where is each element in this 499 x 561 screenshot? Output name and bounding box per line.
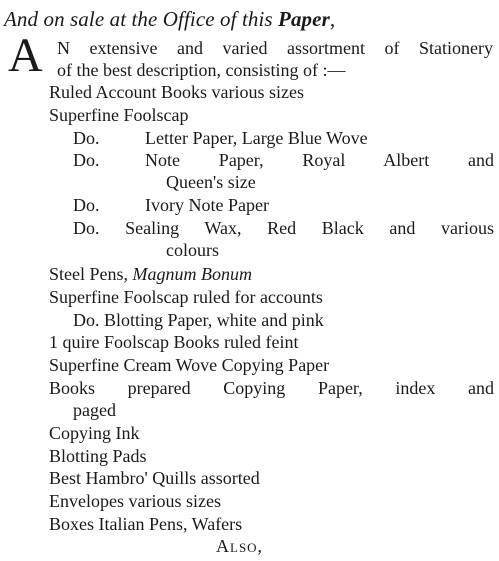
item-note-paper — [73, 149, 494, 171]
heading-paper-word: Paper — [278, 7, 330, 31]
item-envelopes: Envelopes various sizes — [49, 491, 221, 511]
item-queens-size: Queen's size — [166, 172, 256, 192]
item-foolscap-ruled: Superfine Foolscap ruled for accounts — [49, 287, 323, 307]
item-ivory — [73, 194, 269, 216]
intro-line-2: of the best description, consisting of :— — [57, 60, 346, 80]
ditto-mark: Do. — [73, 128, 100, 148]
item-foolscap: Superfine Foolscap — [49, 105, 189, 125]
item-cream-wove: Superfine Cream Wove Copying Paper — [49, 355, 330, 375]
footer-also: Also, — [216, 536, 264, 556]
item-books-prepared-text: Books prepared Copying Paper, index and — [49, 378, 494, 398]
item-steel-pens — [49, 263, 252, 285]
ditto-mark: Do. — [73, 150, 100, 170]
item-boxes: Boxes Italian Pens, Wafers — [49, 514, 243, 534]
item-magnum-bonum: Magnum Bonum — [132, 264, 252, 284]
advert-heading — [4, 7, 335, 32]
item-sealing-wax — [73, 217, 494, 239]
item-sealing-wax-text: Do. Sealing Wax, Red Black and various — [73, 218, 494, 238]
item-blotting-pads: Blotting Pads — [49, 446, 147, 466]
intro-line-1 — [57, 37, 493, 59]
item-quire: 1 quire Foolscap Books ruled feint — [49, 332, 299, 352]
item-copying-ink: Copying Ink — [49, 423, 140, 443]
drop-cap: A — [8, 29, 43, 82]
heading-text: And on sale at the Office of this — [4, 7, 279, 31]
item-ivory-text: Ivory Note Paper — [145, 195, 269, 215]
item-steel-pens-text: Steel Pens, — [49, 264, 133, 284]
item-note-paper-text: Note Paper, Royal Albert and — [145, 150, 494, 170]
heading-comma: , — [329, 7, 336, 31]
item-paged: paged — [73, 400, 116, 420]
intro-line-1-text: N extensive and varied assortment of Stationery — [57, 38, 493, 58]
item-letter-paper-text: Letter Paper, Large Blue Wove — [145, 128, 368, 148]
item-books-prepared — [49, 377, 494, 399]
item-quills: Best Hambro' Quills assorted — [49, 468, 260, 488]
item-ruled-books: Ruled Account Books various sizes — [49, 82, 304, 102]
item-colours: colours — [166, 240, 219, 260]
item-blotting-paper: Do. Blotting Paper, white and pink — [73, 310, 324, 330]
ditto-mark: Do. — [73, 195, 100, 215]
item-letter-paper — [73, 127, 368, 149]
